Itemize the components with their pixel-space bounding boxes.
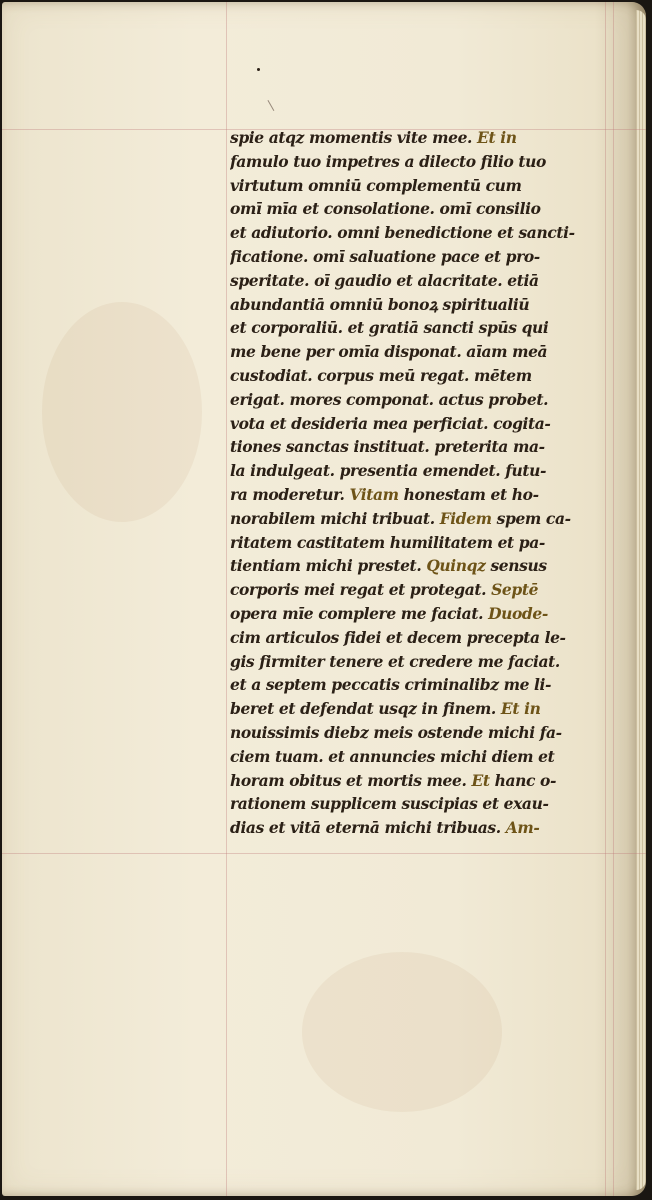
text-segment: honestam et ho- xyxy=(398,484,539,504)
text-line xyxy=(230,578,628,602)
text-line xyxy=(230,340,628,364)
text-line xyxy=(230,792,628,816)
text-segment: ra moderetur. xyxy=(230,484,350,504)
text-line xyxy=(230,531,628,555)
text-segment: et a septem peccatis criminalibz me li- xyxy=(230,675,552,695)
rubric-initial: Duode- xyxy=(488,603,548,623)
text-segment: custodiat. corpus meū regat. mētem xyxy=(230,365,532,385)
text-segment: virtutum omniū complementū cum xyxy=(230,175,522,195)
text-segment: cim articulos fidei et decem precepta le- xyxy=(230,627,566,647)
manuscript-page xyxy=(2,2,646,1196)
page-edge-stack xyxy=(636,10,646,1190)
text-segment: et corporaliū. et gratiā sancti spūs qui xyxy=(230,318,549,338)
text-segment: erigat. mores componat. actus probet. xyxy=(230,389,549,409)
text-line xyxy=(230,721,628,745)
text-line xyxy=(230,150,628,174)
rubric-initial: Et in xyxy=(477,128,517,147)
text-line xyxy=(230,174,628,198)
text-segment: rationem supplicem suscipias et exau- xyxy=(230,794,549,814)
text-line xyxy=(230,221,628,245)
ink-scratch xyxy=(267,97,279,111)
ruling-line-bottom xyxy=(2,853,646,854)
text-line xyxy=(230,554,628,578)
text-segment: speritate. oī gaudio et alacritate. etiā xyxy=(230,270,539,290)
rubric-initial: Septē xyxy=(491,580,539,600)
text-line xyxy=(230,769,628,793)
text-line xyxy=(230,697,628,721)
text-segment: sensus xyxy=(485,556,547,576)
text-segment: me bene per omīa disponat. aīam meā xyxy=(230,342,548,362)
text-line xyxy=(230,126,628,150)
text-line xyxy=(230,293,628,317)
text-segment: ciem tuam. et annuncies michi diem et xyxy=(230,746,555,766)
text-segment: vota et desideria mea perficiat. cogita- xyxy=(230,413,551,433)
text-segment: nouissimis diebz meis ostende michi fa- xyxy=(230,722,562,742)
ink-dot xyxy=(257,68,260,71)
text-line xyxy=(230,412,628,436)
text-segment: ficatione. omī saluatione pace et pro- xyxy=(230,246,540,266)
text-segment: la indulgeat. presentia emendet. futu- xyxy=(230,461,547,481)
rubric-initial: Et in xyxy=(500,699,541,719)
text-line xyxy=(230,483,628,507)
text-line xyxy=(230,245,628,269)
text-line xyxy=(230,745,628,769)
text-line xyxy=(230,673,628,697)
rubric-initial: Vitam xyxy=(349,484,399,504)
text-line xyxy=(230,435,628,459)
text-line xyxy=(230,650,628,674)
rubric-initial: Quinqz xyxy=(426,556,486,576)
text-segment: et adiutorio. omni benedictione et sancti- xyxy=(230,223,575,243)
ruling-line-left xyxy=(226,2,227,1196)
text-segment: spem ca- xyxy=(491,508,571,528)
text-segment: corporis mei regat et protegat. xyxy=(230,580,492,600)
text-segment: dias et vitā eternā michi tribuas. xyxy=(230,818,506,838)
text-column xyxy=(230,126,628,840)
text-segment: tiones sanctas instituat. preterita ma- xyxy=(230,437,545,457)
text-line xyxy=(230,388,628,412)
text-line xyxy=(230,197,628,221)
text-line xyxy=(230,269,628,293)
rubric-initial: Fidem xyxy=(439,508,492,528)
text-segment: horam obitus et mortis mee. xyxy=(230,770,472,790)
text-line xyxy=(230,602,628,626)
text-line xyxy=(230,816,628,840)
rubric-initial: Et xyxy=(471,770,490,790)
text-segment: famulo tuo impetres a dilecto filio tuo xyxy=(230,151,546,171)
text-segment: beret et defendat usqz in finem. xyxy=(230,699,501,719)
text-line xyxy=(230,626,628,650)
text-segment: opera mīe complere me faciat. xyxy=(230,603,489,623)
text-segment: omī mīa et consolatione. omī consilio xyxy=(230,199,541,219)
parchment-stain xyxy=(42,302,202,522)
text-segment: spie atqz momentis vite mee. xyxy=(230,128,478,147)
rubric-initial: Am- xyxy=(505,818,540,838)
text-segment: hanc o- xyxy=(489,770,557,790)
text-segment: tientiam michi prestet. xyxy=(230,556,427,576)
text-segment: abundantiā omniū bonoꝝ spiritualiū xyxy=(230,294,530,314)
text-segment: gis firmiter tenere et credere me faciat. xyxy=(230,651,560,671)
parchment-stain xyxy=(302,952,502,1112)
text-line xyxy=(230,316,628,340)
text-line xyxy=(230,507,628,531)
text-line xyxy=(230,364,628,388)
text-segment: norabilem michi tribuat. xyxy=(230,508,440,528)
text-line xyxy=(230,459,628,483)
text-segment: ritatem castitatem humilitatem et pa- xyxy=(230,532,545,552)
